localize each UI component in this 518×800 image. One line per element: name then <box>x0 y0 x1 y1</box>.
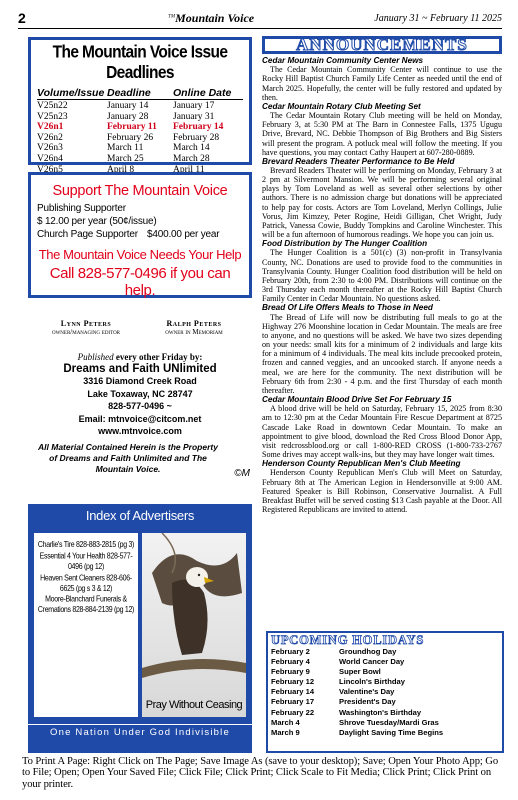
church-price: $400.00 per year <box>147 229 220 240</box>
deadlines-rows <box>37 101 243 175</box>
holiday-row <box>268 677 502 687</box>
holiday-name: Shrove Tuesday/Mardi Gras <box>339 717 439 727</box>
address-line-2: Lake Toxaway, NC 28747 <box>87 388 193 399</box>
deadline-cell-online: April 11 <box>173 164 205 175</box>
holiday-name: President's Day <box>339 697 396 707</box>
holiday-row <box>268 718 502 728</box>
announcement-text: The Bread of Life will now be distributing full meals to go at the Highway 276 Moonshine location in Cedar Mountain. The meals are free to anyone, and no questions will be asked. We have two sizes depending on your needs: small kits for a minimum of 2 individuals and large kits for a minimum of 4 individuals. The meal kits include precooked protein, frozen and canned veggies, and an uncooked starch. If anyone needs a meal, we are here for the community. The next distribution will be February 6th from 2:30 - 4 p.m. and the first Thursday of each month thereafter. <box>262 312 502 395</box>
deadline-row <box>37 133 243 144</box>
staff-right-name: Ralph Peters <box>166 319 222 328</box>
announcements-section <box>262 36 502 514</box>
col-volume: Volume/Issue <box>37 87 105 99</box>
phone: 828-577-0496 ~ <box>108 401 172 411</box>
staff-right-role: owner in Memoriam <box>165 328 223 336</box>
published-when: every other Friday <box>115 352 188 362</box>
deadline-row <box>37 112 243 123</box>
needs-help: The Mountain Voice Needs Your Help <box>38 247 242 262</box>
announcement-heading: Food Distribution by The Hunger Coalition <box>262 239 428 249</box>
deadline-row <box>37 143 243 154</box>
holiday-row <box>268 667 502 677</box>
advertisers-title: Index of Advertisers <box>85 508 195 523</box>
deadline-cell-issue: V26n4 <box>37 153 63 164</box>
deadline-row <box>37 101 243 112</box>
advertiser-item: Charlie's Tire 828-883-2815 (pg 3) <box>37 541 135 550</box>
support-box <box>28 172 252 298</box>
masthead <box>48 11 374 26</box>
announcements-body <box>262 56 502 514</box>
announcement-heading: Cedar Mountain Community Center News <box>262 56 424 65</box>
deadline-cell-issue: V25n22 <box>37 101 68 111</box>
company-name: Dreams and Faith UNlimited <box>63 363 217 375</box>
header-rule <box>18 28 502 29</box>
holiday-date: March 9 <box>271 727 300 737</box>
holiday-date: February 22 <box>271 707 315 717</box>
publishing-price: $ 12.00 per year (50¢/issue) <box>37 216 157 227</box>
staff-left-role: owner/managing editor <box>51 328 121 336</box>
holiday-date: February 14 <box>271 687 315 697</box>
holiday-name: Lincoln's Birthday <box>339 677 405 687</box>
col-deadline: Deadline <box>107 87 151 99</box>
deadline-cell-online: February 28 <box>173 132 220 143</box>
announcement-text: A blood drive will be held on Saturday, February 15, 2025 from 8:30 am to 12:30 pm at the Cedar Mountain Fire Rescue Department at 8725 Cascade Lake Road in downtown Cedar Mountain. To make an appointment to give blood, download the Red Cross Blood Donor App, visit redcrossblood.org or call 1-800-RED CROSS (1-800-733-2767 Some drives may accept walk-ins, but they may have longer wait times. <box>262 404 502 459</box>
holiday-name: Washington's Birthday <box>339 707 422 717</box>
holiday-row <box>268 687 502 697</box>
announcements-title: ANNOUNCEMENTS <box>262 36 502 54</box>
deadline-cell-deadline: February 11 <box>107 122 157 133</box>
trademark: TM <box>168 14 176 20</box>
holiday-name: Valentine's Day <box>339 687 395 697</box>
publishing-label: Publishing Supporter <box>37 203 126 214</box>
address-line-1: 3316 Diamond Creek Road <box>83 376 197 386</box>
holiday-name: Super Bowl <box>339 667 381 677</box>
email-link[interactable]: Email: mtnvoice@citcom.net <box>78 413 202 424</box>
announcement-heading: Bread Of Life Offers Meals to Those in Need <box>262 303 433 313</box>
announcement-text: The Cedar Mountain Community Center will continue to use the Rocky Hill Baptist Church Family Life Center as needed until the end of March 2025. Hopefully, the center will be fully restored and updated by then. <box>262 65 502 102</box>
deadline-cell-deadline: January 14 <box>107 101 149 111</box>
copyright-mark: ©M <box>234 468 250 479</box>
church-label: Church Page Supporter <box>37 229 138 240</box>
holiday-name: Daylight Saving Time Begins <box>339 727 444 737</box>
deadline-cell-issue: V26n1 <box>37 122 64 133</box>
print-instructions: To Print A Page: Right Click on The Page; Save Image As (save to your desktop); Save; Open Your Photo App; Go to File; Open; Open Your Saved File; Click File; Click Print; Click Scale to Fit Media; Click Print; Click Print on your printer. <box>22 756 499 790</box>
holiday-name: World Cancer Day <box>339 657 405 667</box>
staff-right <box>144 319 244 336</box>
holiday-row <box>268 657 502 667</box>
call-to-help: Call 828-577-0496 if you can help. <box>49 265 231 299</box>
holiday-date: February 17 <box>271 697 315 707</box>
advertiser-item: Essential 4 Your Health 828-577-0496 (pg 12) <box>39 552 133 572</box>
announcement-heading: Cedar Mountain Blood Drive Set For February 15 <box>262 395 452 405</box>
holidays-rows <box>268 647 502 738</box>
deadline-cell-online: March 28 <box>173 153 210 164</box>
issue-date: January 31 ~ February 11 2025 <box>374 12 502 24</box>
holiday-row <box>268 708 502 718</box>
website-link[interactable]: www.mtnvoice.com <box>98 426 182 436</box>
published-prefix: Published <box>77 352 114 362</box>
published-suffix: by: <box>189 352 203 362</box>
announcement-text: The Hunger Coalition is a 501(c) (3) non-profit in Transylvania County, NC. Donations are used to provide food to the communities in Transylvania County. Hunger Coalition food distribution will be held on February 20th, from 2:30 to 4:00 PM. Distributions will continue on the 3rd Thursday each month thereafter at the Rocky Hill Baptist Church Family Center in Cedar Mountain. No questions asked. <box>262 248 502 304</box>
deadline-cell-issue: V26n5 <box>37 164 63 175</box>
deadline-cell-issue: V25n23 <box>37 111 68 122</box>
advertisers-list <box>34 533 138 717</box>
holiday-date: February 2 <box>271 647 310 656</box>
deadline-cell-online: January 17 <box>173 101 215 111</box>
publication-info <box>28 352 252 479</box>
staff-left <box>36 319 136 336</box>
deadline-cell-deadline: January 28 <box>107 111 149 122</box>
announcement-heading: Henderson County Republican Men's Club Meeting <box>262 459 461 469</box>
advertisers-box <box>28 504 252 724</box>
announcement-heading: Cedar Mountain Rotary Club Meeting Set <box>262 101 421 111</box>
deadline-cell-issue: V26n3 <box>37 143 63 154</box>
holiday-date: February 9 <box>271 667 310 677</box>
advertiser-item: Heaven Sent Cleaners 828-606-6625 (pg s 3 & 12) <box>40 574 132 594</box>
eagle-image <box>142 533 246 717</box>
deadline-cell-online: January 31 <box>173 111 215 122</box>
deadline-row <box>37 154 243 165</box>
announcement-heading: Brevard Readers Theater Performance to Be Held <box>262 156 455 166</box>
holiday-date: February 4 <box>271 657 310 667</box>
support-heading: Support The Mountain Voice <box>52 183 228 199</box>
support-prices <box>37 202 243 241</box>
holiday-name: Groundhog Day <box>339 647 397 656</box>
deadline-cell-online: March 14 <box>173 143 210 154</box>
publication-name: Mountain Voice <box>175 10 255 25</box>
eagle-illustration-icon <box>142 533 246 717</box>
holiday-row <box>268 647 502 657</box>
announcement-text: Henderson County Republican Men's Club will Meet on Saturday, February 8th at The American Legion in Hendersonville at 9:00 AM. Featured Speaker is Bill Robinson, Conservative Journalist. A Full Breakfast Buffet will be served costing $13 Cash payable at the Door. All Registered Republicans are invited to attend. <box>262 468 502 514</box>
deadlines-title: The Mountain Voice Issue Deadlines <box>52 42 228 83</box>
deadline-cell-deadline: April 8 <box>107 164 135 175</box>
announcement-text: Brevard Readers Theater will be performing on Monday, February 3 at 2 pm at Silvermont Mansion. We will be performing several original plays by Tom Loveland as well as several other selections by other authors. There is no admission charge but donations will be appreciated to help pay for costs. Actors are Tom Loveland, Merlyn Collings, Julie Vorus, Jim Kimzey, Peter Rogine, Heidi Gilligan, Chet Wright, Judy Patrick, Vanessa Cowie, Buddy Tompkins and Caroline Winchester. This will be a fun afternoon of humorous readings. We hope you can join us. <box>262 166 502 240</box>
deadlines-box <box>28 37 252 175</box>
motto-banner: One Nation Under God Indivisible <box>28 725 252 753</box>
deadline-cell-online: February 14 <box>173 122 224 133</box>
advertiser-item: Moore-Blanchard Funerals & Cremations 828-884-2139 (pg 12) <box>37 595 135 615</box>
holidays-title: UPCOMING HOLIDAYS <box>271 633 425 647</box>
property-notice: All Material Contained Herein is the Property of Dreams and Faith Unlimited and The Mountain Voice. <box>38 441 218 474</box>
deadline-row <box>37 122 243 133</box>
page-number: 2 <box>18 10 26 26</box>
staff-left-name: Lynn Peters <box>60 319 112 328</box>
holiday-row <box>268 697 502 707</box>
deadline-cell-deadline: March 11 <box>107 143 144 154</box>
holiday-date: March 4 <box>271 717 300 727</box>
col-online: Online Date <box>173 87 232 99</box>
image-caption: Pray Without Ceasing <box>145 699 243 711</box>
holidays-box <box>266 631 504 753</box>
holiday-row <box>268 728 502 738</box>
page-header <box>18 10 502 26</box>
deadline-cell-deadline: March 25 <box>107 153 144 164</box>
published-line <box>28 352 252 362</box>
deadline-cell-deadline: February 26 <box>107 132 154 143</box>
holiday-date: February 12 <box>271 677 315 687</box>
deadline-cell-issue: V26n2 <box>37 132 63 143</box>
deadlines-header-row <box>37 87 243 100</box>
announcement-text: The Cedar Mountain Rotary Club meeting will be held on Monday, February 3, at 5:30 PM at The Barn in Connestee Falls, 1375 Ugugu Drive, Brevard, NC. Debbie Thompson of Big Brothers and Big Sisters will present the program. A potluck meal will follow the meeting. If you have questions, you may contact Cathy Haupert at 607-280-0889. <box>262 111 502 157</box>
